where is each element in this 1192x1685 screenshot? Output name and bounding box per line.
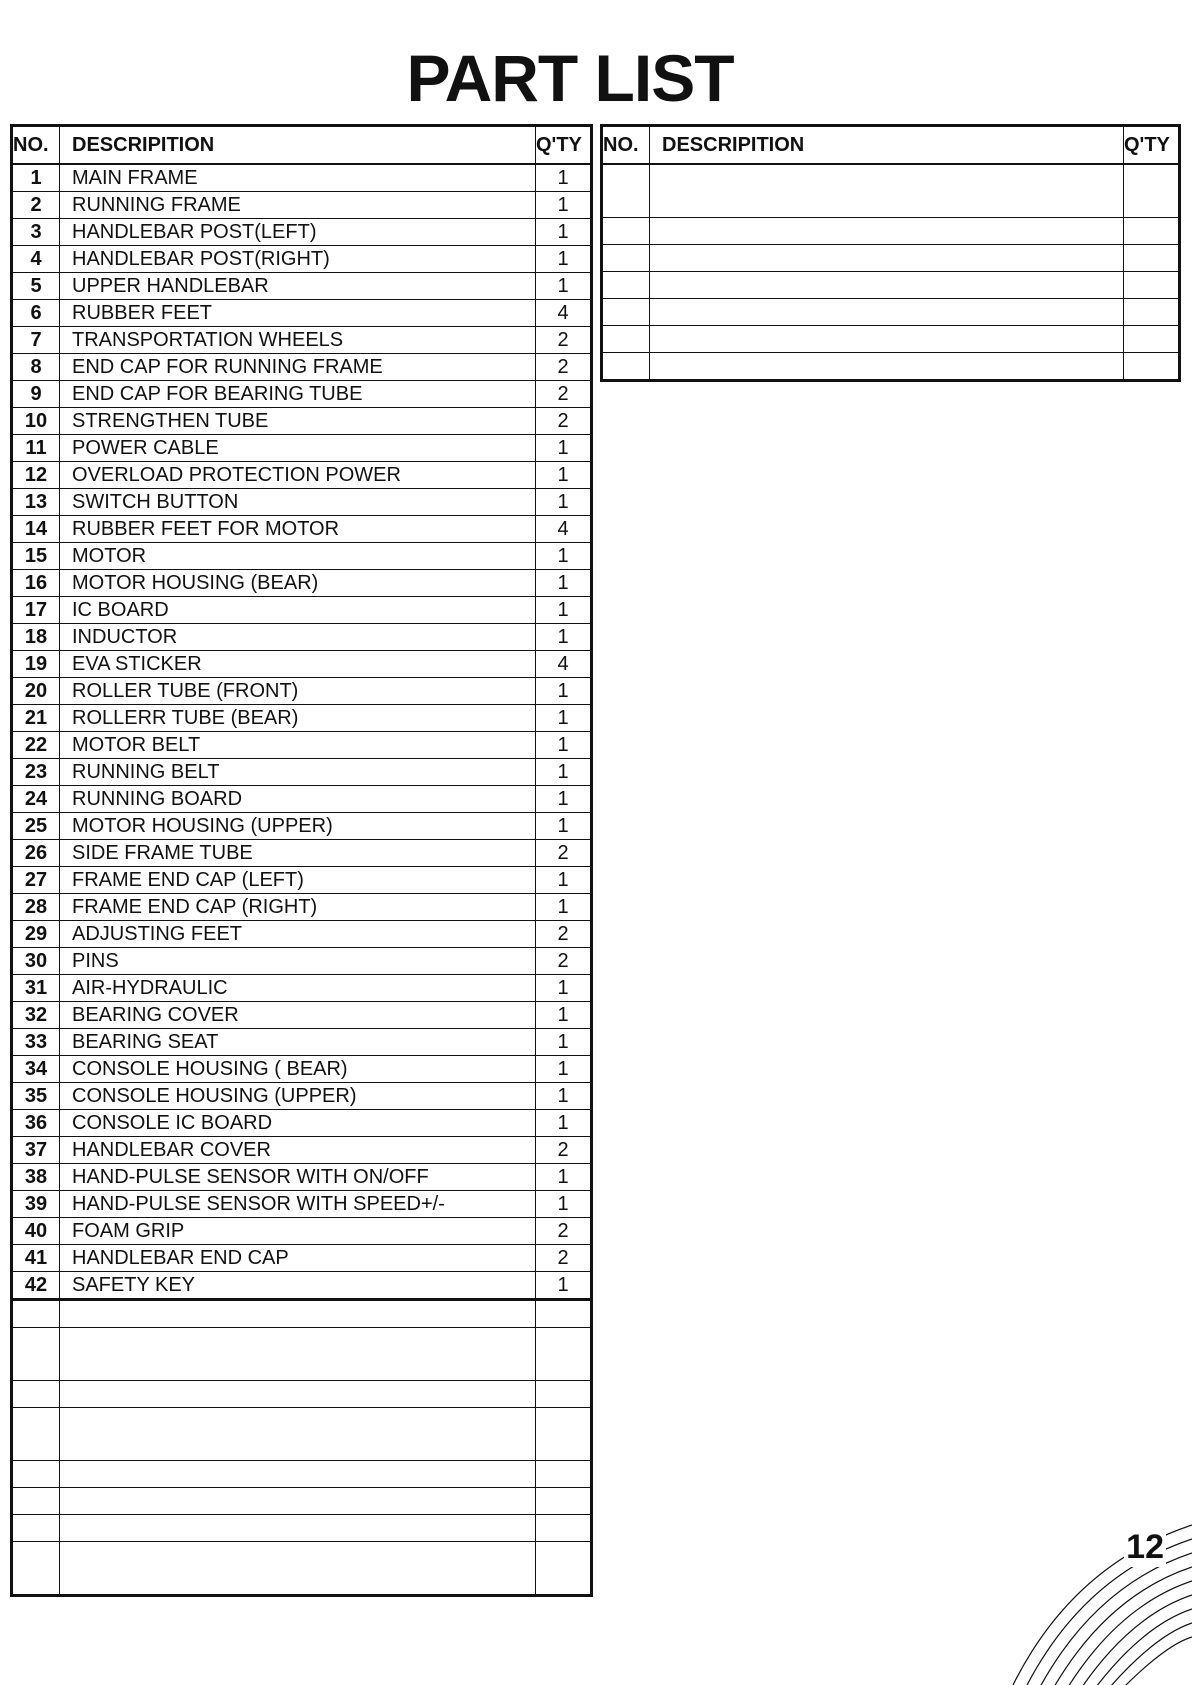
- empty-row: [12, 1488, 592, 1515]
- part-number: 29: [12, 921, 60, 948]
- part-description: CONSOLE IC BOARD: [60, 1110, 536, 1137]
- empty-cell: [12, 1408, 60, 1461]
- empty-cell: [60, 1542, 536, 1596]
- empty-cell: [602, 245, 650, 272]
- empty-cell: [1124, 218, 1180, 245]
- table-row: [12, 462, 592, 489]
- part-number: 8: [12, 354, 60, 381]
- empty-cell: [602, 326, 650, 353]
- part-description: EVA STICKER: [60, 651, 536, 678]
- empty-cell: [60, 1300, 536, 1328]
- part-description: HANDLEBAR COVER: [60, 1137, 536, 1164]
- part-quantity: 1: [536, 894, 592, 921]
- empty-cell: [536, 1515, 592, 1542]
- empty-cell: [602, 353, 650, 381]
- page-number: 12: [1126, 1528, 1164, 1566]
- empty-row: [602, 218, 1180, 245]
- empty-cell: [1124, 353, 1180, 381]
- part-description: MOTOR HOUSING (BEAR): [60, 570, 536, 597]
- part-number: 7: [12, 327, 60, 354]
- table-row: [12, 1029, 592, 1056]
- table-row: [12, 408, 592, 435]
- parts-table-body-empty: [602, 164, 1180, 381]
- table-row: [12, 705, 592, 732]
- part-description: RUNNING FRAME: [60, 192, 536, 219]
- empty-row: [602, 164, 1180, 218]
- part-quantity: 1: [536, 489, 592, 516]
- table-row: [12, 164, 592, 192]
- part-quantity: 1: [536, 597, 592, 624]
- part-description: ADJUSTING FEET: [60, 921, 536, 948]
- part-description: RUNNING BELT: [60, 759, 536, 786]
- part-number: 21: [12, 705, 60, 732]
- part-quantity: 1: [536, 786, 592, 813]
- table-row: [12, 381, 592, 408]
- empty-cell: [650, 164, 1124, 218]
- part-quantity: 1: [536, 1272, 592, 1300]
- table-row: [12, 273, 592, 300]
- part-description: MOTOR BELT: [60, 732, 536, 759]
- part-description: HANDLEBAR END CAP: [60, 1245, 536, 1272]
- column-header-no: NO.: [12, 126, 60, 165]
- table-row: [12, 543, 592, 570]
- part-quantity: 1: [536, 435, 592, 462]
- empty-cell: [12, 1328, 60, 1381]
- part-quantity: 1: [536, 759, 592, 786]
- empty-cell: [12, 1461, 60, 1488]
- table-row: [12, 354, 592, 381]
- part-quantity: 2: [536, 381, 592, 408]
- empty-cell: [60, 1328, 536, 1381]
- empty-cell: [536, 1300, 592, 1328]
- column-header-description: DESCRIPITION: [650, 126, 1124, 165]
- empty-cell: [1124, 164, 1180, 218]
- table-row: [12, 1110, 592, 1137]
- empty-cell: [650, 299, 1124, 326]
- part-description: FOAM GRIP: [60, 1218, 536, 1245]
- part-number: 6: [12, 300, 60, 327]
- part-description: TRANSPORTATION WHEELS: [60, 327, 536, 354]
- part-description: BEARING SEAT: [60, 1029, 536, 1056]
- empty-row: [602, 272, 1180, 299]
- empty-cell: [536, 1381, 592, 1408]
- part-quantity: 2: [536, 840, 592, 867]
- part-quantity: 1: [536, 246, 592, 273]
- table-row: [12, 1056, 592, 1083]
- part-quantity: 1: [536, 813, 592, 840]
- empty-cell: [650, 353, 1124, 381]
- part-number: 5: [12, 273, 60, 300]
- part-quantity: 2: [536, 1137, 592, 1164]
- part-quantity: 1: [536, 462, 592, 489]
- empty-cell: [602, 299, 650, 326]
- part-quantity: 1: [536, 624, 592, 651]
- part-quantity: 1: [536, 543, 592, 570]
- empty-cell: [650, 218, 1124, 245]
- table-row: [12, 192, 592, 219]
- table-row: [12, 489, 592, 516]
- part-description: SIDE FRAME TUBE: [60, 840, 536, 867]
- empty-cell: [60, 1461, 536, 1488]
- table-row: [12, 570, 592, 597]
- empty-cell: [60, 1408, 536, 1461]
- part-number: 22: [12, 732, 60, 759]
- empty-row: [12, 1328, 592, 1381]
- part-number: 20: [12, 678, 60, 705]
- empty-cell: [60, 1515, 536, 1542]
- part-number: 41: [12, 1245, 60, 1272]
- table-row: [12, 1245, 592, 1272]
- part-quantity: 1: [536, 570, 592, 597]
- table-row: [12, 975, 592, 1002]
- table-row: [12, 651, 592, 678]
- part-number: 14: [12, 516, 60, 543]
- empty-row: [12, 1542, 592, 1596]
- part-number: 32: [12, 1002, 60, 1029]
- part-description: FRAME END CAP (RIGHT): [60, 894, 536, 921]
- part-number: 36: [12, 1110, 60, 1137]
- part-number: 27: [12, 867, 60, 894]
- part-number: 30: [12, 948, 60, 975]
- part-description: IC BOARD: [60, 597, 536, 624]
- empty-cell: [602, 272, 650, 299]
- part-description: SAFETY KEY: [60, 1272, 536, 1300]
- column-header-no: NO.: [602, 126, 650, 165]
- part-number: 10: [12, 408, 60, 435]
- table-header-row: [12, 126, 592, 165]
- table-row: [12, 300, 592, 327]
- part-description: END CAP FOR RUNNING FRAME: [60, 354, 536, 381]
- table-row: [12, 894, 592, 921]
- table-row: [12, 597, 592, 624]
- part-quantity: 1: [536, 975, 592, 1002]
- column-header-qty: Q'TY: [536, 126, 592, 165]
- empty-cell: [60, 1381, 536, 1408]
- part-number: 34: [12, 1056, 60, 1083]
- table-row: [12, 867, 592, 894]
- part-number: 39: [12, 1191, 60, 1218]
- empty-cell: [12, 1488, 60, 1515]
- part-number: 11: [12, 435, 60, 462]
- part-quantity: 1: [536, 732, 592, 759]
- part-quantity: 1: [536, 1110, 592, 1137]
- part-quantity: 1: [536, 1083, 592, 1110]
- part-description: END CAP FOR BEARING TUBE: [60, 381, 536, 408]
- part-quantity: 2: [536, 1218, 592, 1245]
- table-row: [12, 1083, 592, 1110]
- part-description: SWITCH BUTTON: [60, 489, 536, 516]
- table-row: [12, 624, 592, 651]
- column-header-description: DESCRIPITION: [60, 126, 536, 165]
- page-title: PART LIST: [406, 41, 734, 115]
- part-number: 2: [12, 192, 60, 219]
- part-number: 13: [12, 489, 60, 516]
- part-number: 18: [12, 624, 60, 651]
- part-number: 17: [12, 597, 60, 624]
- part-quantity: 1: [536, 867, 592, 894]
- part-number: 38: [12, 1164, 60, 1191]
- part-description: CONSOLE HOUSING (UPPER): [60, 1083, 536, 1110]
- empty-cell: [1124, 299, 1180, 326]
- part-quantity: 4: [536, 516, 592, 543]
- part-number: 19: [12, 651, 60, 678]
- empty-cell: [12, 1381, 60, 1408]
- part-number: 42: [12, 1272, 60, 1300]
- table-row: [12, 246, 592, 273]
- empty-cell: [1124, 272, 1180, 299]
- empty-cell: [650, 272, 1124, 299]
- part-number: 15: [12, 543, 60, 570]
- table-row: [12, 1164, 592, 1191]
- table-row: [12, 921, 592, 948]
- part-number: 40: [12, 1218, 60, 1245]
- part-number: 3: [12, 219, 60, 246]
- part-quantity: 1: [536, 164, 592, 192]
- part-quantity: 1: [536, 678, 592, 705]
- table-header-row: [602, 126, 1180, 165]
- part-description: ROLLER TUBE (FRONT): [60, 678, 536, 705]
- part-number: 23: [12, 759, 60, 786]
- table-row: [12, 759, 592, 786]
- part-description: INDUCTOR: [60, 624, 536, 651]
- part-description: RUBBER FEET: [60, 300, 536, 327]
- part-number: 33: [12, 1029, 60, 1056]
- part-number: 4: [12, 246, 60, 273]
- table-row: [12, 1272, 592, 1300]
- part-description: HANDLEBAR POST(RIGHT): [60, 246, 536, 273]
- part-description: HANDLEBAR POST(LEFT): [60, 219, 536, 246]
- empty-cell: [650, 245, 1124, 272]
- empty-cell: [12, 1515, 60, 1542]
- table-row: [12, 813, 592, 840]
- part-description: RUBBER FEET FOR MOTOR: [60, 516, 536, 543]
- part-description: MAIN FRAME: [60, 164, 536, 192]
- part-number: 24: [12, 786, 60, 813]
- part-description: HAND-PULSE SENSOR WITH ON/OFF: [60, 1164, 536, 1191]
- part-quantity: 2: [536, 354, 592, 381]
- table-row: [12, 435, 592, 462]
- part-quantity: 4: [536, 651, 592, 678]
- empty-row: [602, 245, 1180, 272]
- part-quantity: 1: [536, 1056, 592, 1083]
- table-row: [12, 786, 592, 813]
- table-row: [12, 1218, 592, 1245]
- table-row: [12, 516, 592, 543]
- part-number: 31: [12, 975, 60, 1002]
- part-description: PINS: [60, 948, 536, 975]
- table-row: [12, 732, 592, 759]
- part-number: 37: [12, 1137, 60, 1164]
- part-quantity: 2: [536, 1245, 592, 1272]
- part-description: AIR-HYDRAULIC: [60, 975, 536, 1002]
- part-quantity: 2: [536, 327, 592, 354]
- empty-cell: [536, 1542, 592, 1596]
- empty-cell: [650, 326, 1124, 353]
- empty-cell: [60, 1488, 536, 1515]
- table-row: [12, 948, 592, 975]
- table-row: [12, 327, 592, 354]
- part-quantity: 2: [536, 948, 592, 975]
- empty-cell: [12, 1542, 60, 1596]
- part-number: 16: [12, 570, 60, 597]
- empty-cell: [602, 164, 650, 218]
- part-number: 28: [12, 894, 60, 921]
- empty-cell: [536, 1488, 592, 1515]
- empty-row: [602, 353, 1180, 381]
- part-quantity: 2: [536, 921, 592, 948]
- table-row: [12, 1137, 592, 1164]
- parts-table-left: [10, 124, 593, 1597]
- part-number: 25: [12, 813, 60, 840]
- table-row: [12, 840, 592, 867]
- part-description: OVERLOAD PROTECTION POWER: [60, 462, 536, 489]
- part-number: 26: [12, 840, 60, 867]
- empty-cell: [536, 1408, 592, 1461]
- table-row: [12, 219, 592, 246]
- empty-row: [12, 1300, 592, 1328]
- part-description: RUNNING BOARD: [60, 786, 536, 813]
- part-description: ROLLERR TUBE (BEAR): [60, 705, 536, 732]
- table-row: [12, 678, 592, 705]
- table-row: [12, 1002, 592, 1029]
- empty-cell: [536, 1328, 592, 1381]
- empty-cell: [602, 218, 650, 245]
- part-description: UPPER HANDLEBAR: [60, 273, 536, 300]
- part-description: CONSOLE HOUSING ( BEAR): [60, 1056, 536, 1083]
- empty-cell: [12, 1300, 60, 1328]
- empty-row: [12, 1381, 592, 1408]
- part-number: 1: [12, 164, 60, 192]
- empty-cell: [1124, 326, 1180, 353]
- part-description: MOTOR: [60, 543, 536, 570]
- empty-cell: [1124, 245, 1180, 272]
- empty-row: [12, 1408, 592, 1461]
- part-description: POWER CABLE: [60, 435, 536, 462]
- column-header-qty: Q'TY: [1124, 126, 1180, 165]
- part-quantity: 1: [536, 1029, 592, 1056]
- parts-table-right: [600, 124, 1181, 382]
- part-quantity: 1: [536, 273, 592, 300]
- empty-row: [602, 326, 1180, 353]
- part-number: 35: [12, 1083, 60, 1110]
- part-description: HAND-PULSE SENSOR WITH SPEED+/-: [60, 1191, 536, 1218]
- part-description: MOTOR HOUSING (UPPER): [60, 813, 536, 840]
- part-quantity: 1: [536, 705, 592, 732]
- part-quantity: 1: [536, 219, 592, 246]
- parts-table-body: [12, 164, 592, 1596]
- empty-cell: [536, 1461, 592, 1488]
- part-quantity: 2: [536, 408, 592, 435]
- empty-row: [12, 1515, 592, 1542]
- part-quantity: 1: [536, 192, 592, 219]
- part-description: BEARING COVER: [60, 1002, 536, 1029]
- part-quantity: 4: [536, 300, 592, 327]
- part-number: 9: [12, 381, 60, 408]
- part-description: STRENGTHEN TUBE: [60, 408, 536, 435]
- part-number: 12: [12, 462, 60, 489]
- part-quantity: 1: [536, 1002, 592, 1029]
- part-quantity: 1: [536, 1191, 592, 1218]
- table-row: [12, 1191, 592, 1218]
- empty-row: [12, 1461, 592, 1488]
- part-quantity: 1: [536, 1164, 592, 1191]
- empty-row: [602, 299, 1180, 326]
- part-description: FRAME END CAP (LEFT): [60, 867, 536, 894]
